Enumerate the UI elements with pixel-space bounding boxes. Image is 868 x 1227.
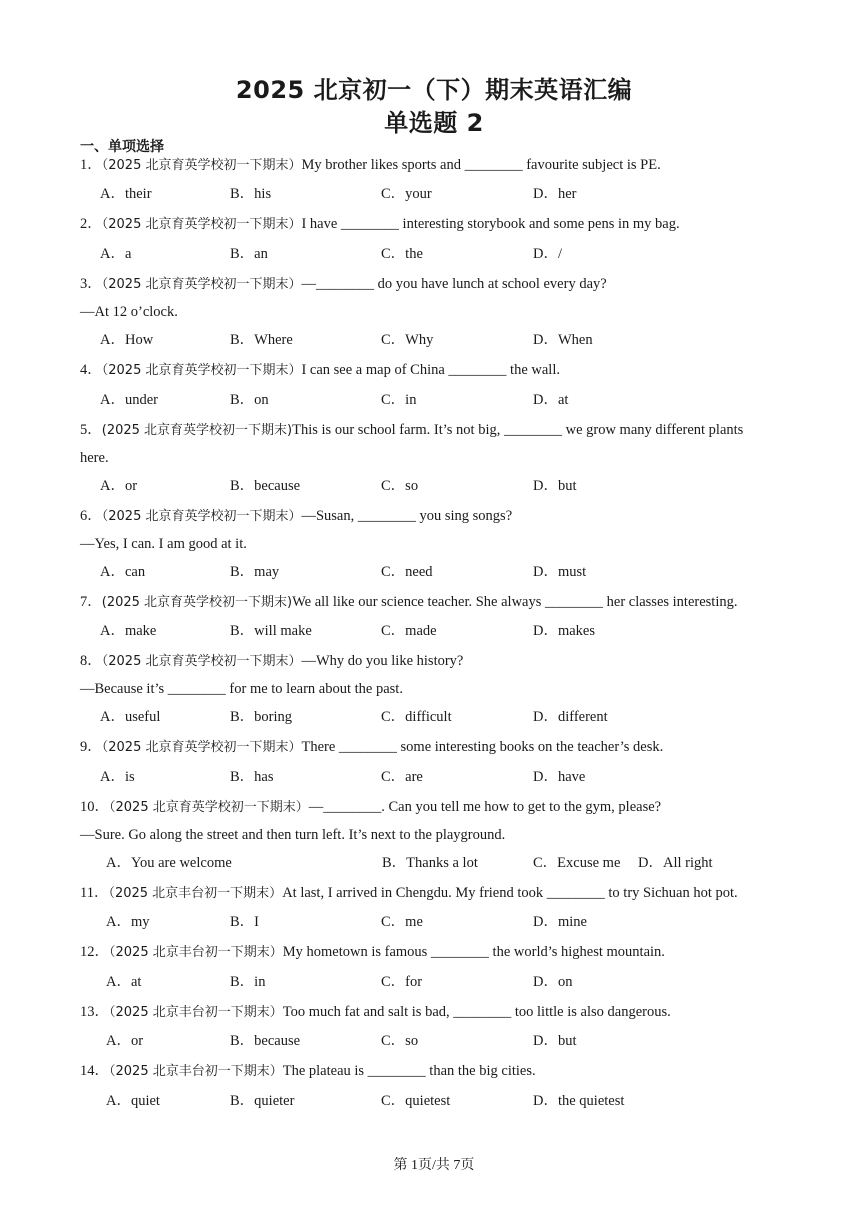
- option-d: D．but: [533, 1033, 577, 1049]
- question-options: [106, 973, 806, 991]
- option-b: B．his: [230, 186, 272, 202]
- question-options: [106, 1092, 806, 1110]
- option-a: A．or: [106, 1033, 144, 1049]
- question-stem: 1．（2025 北京育英学校初一下期末）My brother likes sports and ________ favourite subject is PE.: [80, 157, 661, 173]
- question-continuation: —At 12 o’clock.: [80, 304, 178, 320]
- question-stem: 9．（2025 北京育英学校初一下期末）There ________ some interesting books on the teacher’s desk.: [80, 739, 664, 755]
- question-continuation: —Because it’s ________ for me to learn about the past.: [80, 681, 403, 697]
- option-b: B．because: [230, 1033, 301, 1049]
- option-c: C．need: [381, 564, 433, 580]
- option-b: B．has: [230, 769, 274, 785]
- option-b: B．Thanks a lot: [382, 855, 478, 871]
- option-d: D．All right: [638, 855, 713, 871]
- option-d: D．When: [533, 332, 593, 348]
- question-options: [100, 622, 800, 640]
- option-c: C．so: [381, 1033, 419, 1049]
- option-d: D．but: [533, 478, 577, 494]
- question-stem: 3．（2025 北京育英学校初一下期末）—________ do you have lunch at school every day?: [80, 276, 607, 292]
- option-c: C．difficult: [381, 709, 452, 725]
- option-a: A．How: [100, 332, 154, 348]
- option-a: A．their: [100, 186, 152, 202]
- option-b: B．quieter: [230, 1093, 295, 1109]
- option-a: A．my: [106, 914, 150, 930]
- section-heading: 一、单项选择: [80, 139, 164, 155]
- document-title: 2025 北京初一（下）期末英语汇编: [235, 76, 633, 104]
- question-stem: 2．（2025 北京育英学校初一下期末）I have ________ interesting storybook and some pens in my bag.: [80, 216, 680, 232]
- option-d: D．her: [533, 186, 577, 202]
- option-c: C．made: [381, 623, 437, 639]
- option-c: C．are: [381, 769, 423, 785]
- option-c: C．quietest: [381, 1093, 451, 1109]
- option-a: A．useful: [100, 709, 161, 725]
- question-continuation: here.: [80, 450, 109, 466]
- option-a: A．a: [100, 246, 132, 262]
- option-d: D．at: [533, 392, 569, 408]
- option-a: A．is: [100, 769, 135, 785]
- question-stem: 6．（2025 北京育英学校初一下期末）—Susan, ________ you sing songs?: [80, 508, 513, 524]
- option-c: C．in: [381, 392, 417, 408]
- question-continuation: —Yes, I can. I am good at it.: [80, 536, 247, 552]
- option-c: C．for: [381, 974, 423, 990]
- question-stem: 13．（2025 北京丰台初一下期末）Too much fat and salt is bad, ________ too little is also dangerous.: [80, 1004, 671, 1020]
- question-stem: 10．（2025 北京育英学校初一下期末）—________. Can you tell me how to get to the gym, please?: [80, 799, 662, 815]
- option-b: B．Where: [230, 332, 293, 348]
- option-b: B．because: [230, 478, 301, 494]
- option-b: B．I: [230, 914, 259, 930]
- question-continuation: —Sure. Go along the street and then turn left. It’s next to the playground.: [80, 827, 506, 843]
- question-stem: 5．(2025 北京育英学校初一下期末)This is our school farm. It’s not big, ________ we grow many different plants: [80, 422, 744, 438]
- question-options: [100, 185, 800, 203]
- option-a: A．can: [100, 564, 146, 580]
- option-b: B．boring: [230, 709, 293, 725]
- question-options: [100, 331, 800, 349]
- option-c: C．your: [381, 186, 432, 202]
- question-options: [100, 708, 800, 726]
- option-d: D．/: [533, 246, 562, 262]
- option-b: B．may: [230, 564, 280, 580]
- option-b: B．an: [230, 246, 268, 262]
- option-a: A．under: [100, 392, 158, 408]
- option-c: C．so: [381, 478, 419, 494]
- option-d: D．on: [533, 974, 573, 990]
- question-options: [106, 913, 806, 931]
- question-stem: 7．(2025 北京育英学校初一下期末)We all like our science teacher. She always ________ her classes interesting.: [80, 594, 738, 610]
- option-a: A．or: [100, 478, 138, 494]
- question-stem: 11．（2025 北京丰台初一下期末）At last, I arrived in Chengdu. My friend took ________ to try Sichuan hot pot.: [80, 885, 738, 901]
- option-a: A．make: [100, 623, 157, 639]
- question-options: [100, 245, 800, 263]
- option-a: A．You are welcome: [106, 855, 232, 871]
- option-b: B．will make: [230, 623, 312, 639]
- option-d: D．mine: [533, 914, 587, 930]
- question-options: [100, 477, 800, 495]
- option-a: A．quiet: [106, 1093, 160, 1109]
- question-stem: 14．（2025 北京丰台初一下期末）The plateau is ________ than the big cities.: [80, 1063, 536, 1079]
- option-d: D．makes: [533, 623, 596, 639]
- option-d: D．have: [533, 769, 586, 785]
- option-c: C．the: [381, 246, 423, 262]
- question-options: [100, 391, 800, 409]
- option-d: D．must: [533, 564, 587, 580]
- option-b: B．in: [230, 974, 266, 990]
- question-stem: 12．（2025 北京丰台初一下期末）My hometown is famous ________ the world’s highest mountain.: [80, 944, 665, 960]
- question-options: [106, 854, 806, 872]
- question-options: [100, 563, 800, 581]
- question-options: [100, 768, 800, 786]
- option-c: C．me: [381, 914, 423, 930]
- option-c: C．Excuse me: [533, 855, 621, 871]
- option-c: C．Why: [381, 332, 434, 348]
- question-options: [106, 1032, 806, 1050]
- question-stem: 4．（2025 北京育英学校初一下期末）I can see a map of China ________ the wall.: [80, 362, 560, 378]
- option-d: D．the quietest: [533, 1093, 625, 1109]
- option-b: B．on: [230, 392, 269, 408]
- question-stem: 8．（2025 北京育英学校初一下期末）—Why do you like history?: [80, 653, 464, 669]
- page-number: 第 1页/共 7页: [393, 1158, 475, 1173]
- option-d: D．different: [533, 709, 608, 725]
- option-a: A．at: [106, 974, 142, 990]
- document-subtitle: 单选题 2: [384, 109, 484, 137]
